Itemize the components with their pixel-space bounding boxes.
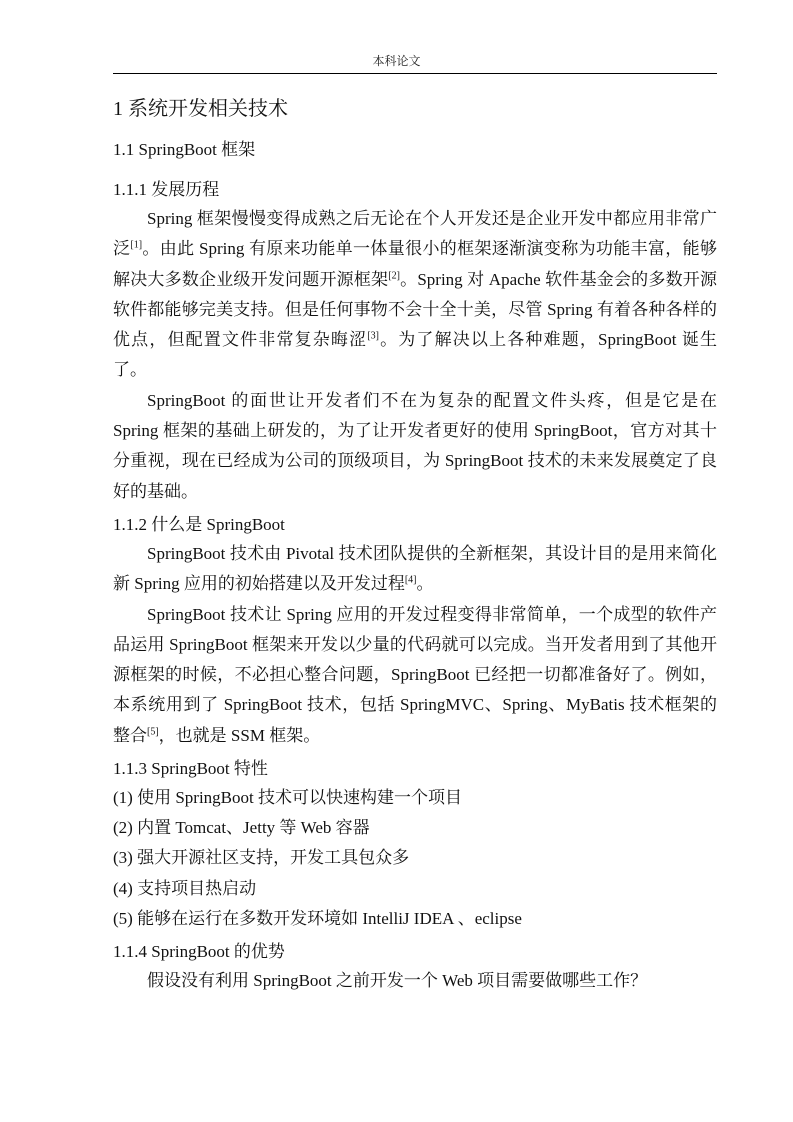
text-run: SpringBoot 技术由 Pivotal 技术团队提供的全新框架，其设计目的是用来简化新 Spring 应用的初始搭建以及开发过程 [113,543,717,594]
list-item: (5) 能够在运行在多数开发环境如 IntelliJ IDEA 、eclipse [113,908,522,928]
paragraph [113,386,717,507]
text-run: 。为了解决以上各种难题，SpringBoot 诞生了。 [113,330,718,380]
subsection-heading-1-1-4: 1.1.4 SpringBoot 的优势 [113,942,285,962]
text-run: 假设没有利用 SpringBoot 之前开发一个 Web 项目需要做哪些工作？ [147,971,648,991]
citation-marker: [2] [388,269,400,281]
citation-marker: [5] [147,726,159,738]
subsection-heading-1-1-2: 1.1.2 什么是 SpringBoot [113,514,285,534]
header-rule [113,73,717,74]
paragraph [113,539,717,600]
section-heading-1-1: 1.1 SpringBoot 框架 [113,140,256,159]
paragraph [113,600,717,751]
text-run: 。由此 Spring 有原来功能单一体量很小的框架逐渐演变称为功能丰富，能够解决大多数企业级开发问题开源框架 [113,239,718,289]
subsection-heading-1-1-3: 1.1.3 SpringBoot 特性 [113,759,268,779]
citation-marker: [3] [367,330,379,342]
feature-list [113,783,717,934]
text-run: SpringBoot 技术让 Spring 应用的开发过程变得非常简单，一个成型的软件产品运用 SpringBoot 框架来开发以少量的代码就可以完成。当开发者用到了其他开源框架的时候，不必担心整合问题，SpringBoot 已经把一切都准备好了。例如，本系统用到了 SpringBoot 技术，包括 SpringMVC、Spring、MyBatis 技术框架的整合 [113,604,717,745]
list-item: (4) 支持项目热启动 [113,878,257,898]
subsection-heading-1-1-1: 1.1.1 发展历程 [113,180,220,199]
text-run: ，也就是 SSM 框架。 [158,725,321,745]
text-run: Spring 框架慢慢变得成熟之后无论在个人开发还是企业开发中都应用非常广泛 [113,209,717,259]
page-content [113,96,717,996]
citation-marker: [4] [404,574,417,586]
text-run: 。Spring 对 Apache 软件基金会的多数开源软件都能够完美支持。但是任何事物不会十全十美，尽管 Spring 有着各种各样的优点，但配置文件非常复杂晦涩 [113,269,717,350]
text-run: SpringBoot 的面世让开发者们不在为复杂的配置文件头疼，但是它是在 Spring 框架的基础上研发的，为了让开发者更好的使用 SpringBoot，官方对其十分重视，现在已经成为公司的顶级项目，为 SpringBoot 技术的未来发展奠定了良好的基础。 [113,390,717,501]
citation-marker: [1] [130,239,143,251]
list-item: (1) 使用 SpringBoot 技术可以快速构建一个项目 [113,788,462,808]
chapter-heading: 1 系统开发相关技术 [113,98,288,120]
paragraph [113,966,717,996]
text-run: 。 [416,574,434,594]
paragraph [113,204,717,386]
list-item: (3) 强大开源社区支持，开发工具包众多 [113,848,410,868]
running-header: 本科论文 [372,54,421,68]
list-item: (2) 内置 Tomcat、Jetty 等 Web 容器 [113,818,370,838]
